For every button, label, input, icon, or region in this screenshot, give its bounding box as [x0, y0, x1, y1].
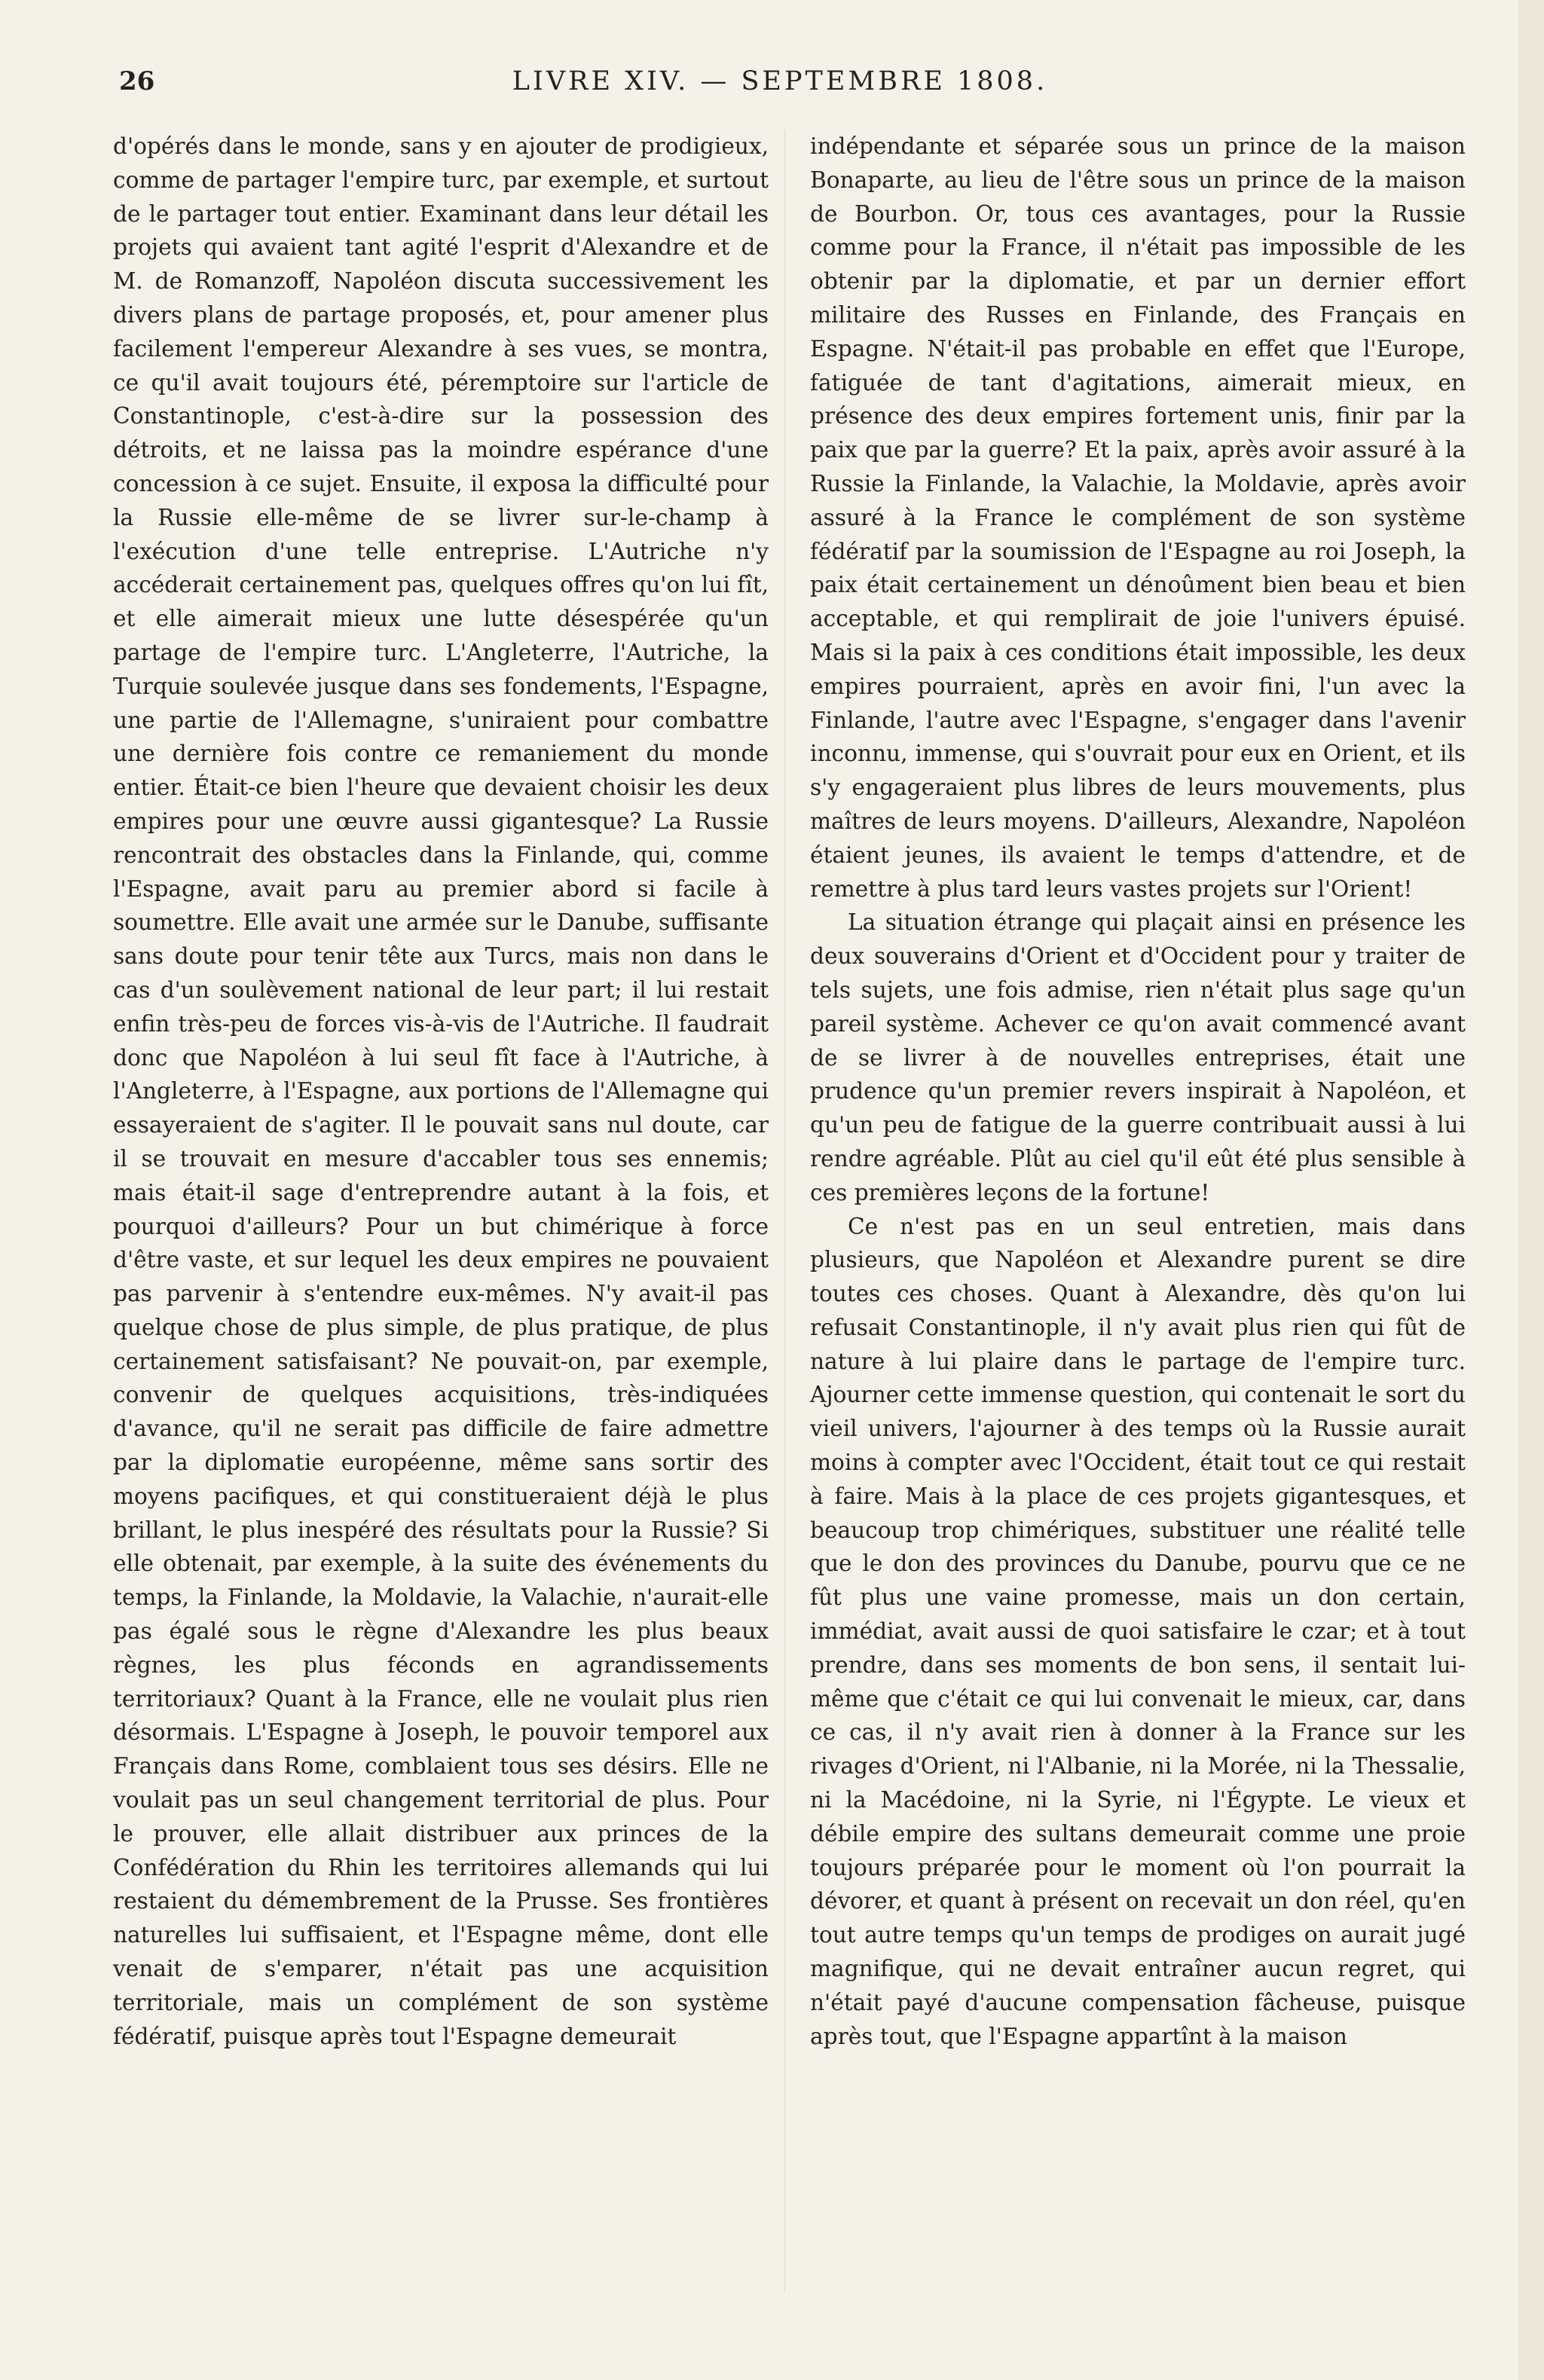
paragraph: Ce n'est pas en un seul entretien, mais dans plusieurs, que Napoléon et Alexandre purent se dire toutes ces choses. Quant à Alexandre, dès qu'on lui refusait Constantinople, il n'y avait plus rien qui fût de nature à lui plaire dans le partage de l'empire turc. Ajourner cette immense question, qui contenait le sort du vieil univers, l'ajourner à des temps où la Russie aurait moins à compter avec l'Occident, était tout ce qui restait à faire. Mais à la place de ces projets gigantesques, et beaucoup trop chimériques, substituer une réalité telle que le don des provinces du Danube, pourvu que ce ne fût plus une vaine promesse, mais un don certain, immédiat, avait aussi de quoi satisfaire le czar; et à tout prendre, dans ses moments de bon sens, il sentait lui-même que c'était ce qui lui convenait le mieux, car, dans ce cas, il n'y avait rien à donner à la France sur les rivages d'Orient, ni l'Albanie, ni la Morée, ni la Thessalie, ni la Macédoine, ni la Syrie, ni l'Égypte. Le vieux et débile empire des sultans demeurait comme une proie toujours préparée pour le moment où l'on pourrait la dévorer, et quant à présent on recevait un don réel, qu'en tout autre temps qu'un temps de prodiges on aurait jugé magnifique, qui ne devait entraîner aucun regret, qui n'était payé d'aucune compensation fâcheuse, puisque après tout, que l'Espagne appartînt à la maison [810, 1213, 1466, 2049]
page-number: 26 [119, 66, 155, 96]
page-header [113, 66, 1447, 104]
paragraph: indépendante et séparée sous un prince de la maison Bonaparte, au lieu de l'être sous un prince de la maison de Bourbon. Or, tous ces avantages, pour la Russie comme pour la France, il n'était pas impossible de les obtenir par la diplomatie, et par un dernier effort militaire des Russes en Finlande, des Français en Espagne. N'était-il pas probable en effet que l'Europe, fatiguée de tant d'agitations, aimerait mieux, en présence des deux empires fortement unis, finir par la paix que par la guerre? Et la paix, après avoir assuré à la Russie la Finlande, la Valachie, la Moldavie, après avoir assuré à la France le complément de son système fédératif par la soumission de l'Espagne au roi Joseph, la paix était certainement un dénoûment bien beau et bien acceptable, et qui remplirait de joie l'univers épuisé. Mais si la paix à ces conditions était impossible, les deux empires pourraient, après en avoir fini, l'un avec la Finlande, l'autre avec l'Espagne, s'engager dans l'avenir inconnu, immense, qui s'ouvrait pour eux en Orient, et ils s'y engageraient plus libres de leurs mouvements, plus maîtres de leurs moyens. D'ailleurs, Alexandre, Napoléon étaient jeunes, ils avaient le temps d'attendre, et de remettre à plus tard leurs vastes projets sur l'Orient! [810, 133, 1466, 902]
right-column [810, 130, 1466, 2053]
paragraph: La situation étrange qui plaçait ainsi en présence les deux souverains d'Orient et d'Occident pour y traiter de tels sujets, une fois admise, rien n'était plus sage qu'un pareil système. Achever ce qu'on avait commencé avant de se livrer à de nouvelles entreprises, était une prudence qu'un premier revers inspirait à Napoléon, et qu'un peu de fatigue de la guerre contribuait aussi à lui rendre agréable. Plût au ciel qu'il eût été plus sensible à ces premières leçons de la fortune! [810, 909, 1466, 1205]
left-column [113, 130, 769, 2053]
paragraph: d'opérés dans le monde, sans y en ajouter de prodigieux, comme de partager l'empire turc, par exemple, et surtout de le partager tout entier. Examinant dans leur détail les projets qui avaient tant agité l'esprit d'Alexandre et de M. de Romanzoff, Napoléon discuta successivement les divers plans de partage proposés, et, pour amener plus facilement l'empereur Alexandre à ses vues, se montra, ce qu'il avait toujours été, péremptoire sur l'article de Constantinople, c'est-à-dire sur la possession des détroits, et ne laissa pas la moindre espérance d'une concession à ce sujet. Ensuite, il exposa la difficulté pour la Russie elle-même de se livrer sur-le-champ à l'exécution d'une telle entreprise. L'Autriche n'y accéderait certainement pas, quelques offres qu'on lui fît, et elle aimerait mieux une lutte désespérée qu'un partage de l'empire turc. L'Angleterre, l'Autriche, la Turquie soulevée jusque dans ses fondements, l'Espagne, une partie de l'Allemagne, s'uniraient pour combattre une dernière fois contre ce remaniement du monde entier. Était-ce bien l'heure que devaient choisir les deux empires pour une œuvre aussi gigantesque? La Russie rencontrait des obstacles dans la Finlande, qui, comme l'Espagne, avait paru au premier abord si facile à soumettre. Elle avait une armée sur le Danube, suffisante sans doute pour tenir tête aux Turcs, mais non dans le cas d'un soulèvement national de leur part; il lui restait enfin très-peu de forces vis-à-vis de l'Autriche. Il faudrait donc que Napoléon à lui seul fît face à l'Autriche, à l'Angleterre, à l'Espagne, aux portions de l'Allemagne qui essayeraient de s'agiter. Il le pouvait sans nul doute, car il se trouvait en mesure d'accabler tous ses ennemis; mais était-il sage d'entreprendre autant à la fois, et pourquoi d'ailleurs? Pour un but chimérique à force d'être vaste, et sur lequel les deux empires ne pouvaient pas parvenir à s'entendre eux-mêmes. N'y avait-il pas quelque chose de plus simple, de plus pratique, de plus certainement satisfaisant? Ne pouvait-on, par exemple, convenir de quelques acquisitions, très-indiquées d'avance, qu'il ne serait pas difficile de faire admettre par la diplomatie européenne, même sans sortir des moyens pacifiques, et qui constitueraient déjà le plus brillant, le plus inespéré des résultats pour la Russie? Si elle obtenait, par exemple, à la suite des événements du temps, la Finlande, la Moldavie, la Valachie, n'aurait-elle pas égalé sous le règne d'Alexandre les plus beaux règnes, les plus féconds en agrandissements territoriaux? Quant à la France, elle ne voulait plus rien désormais. L'Espagne à Joseph, le pouvoir temporel aux Français dans Rome, comblaient tous ses désirs. Elle ne voulait pas un seul changement territorial de plus. Pour le prouver, elle allait distribuer aux princes de la Confédération du Rhin les territoires allemands qui lui restaient du démembrement de la Prusse. Ses frontières naturelles lui suffisaient, et l'Espagne même, dont elle venait de s'emparer, n'était pas une acquisition territoriale, mais un complément de son système fédératif, puisque après tout l'Espagne demeurait [113, 133, 769, 2049]
column-gutter [784, 130, 785, 2292]
running-head: LIVRE XIV. — SEPTEMBRE 1808. [512, 66, 1048, 96]
page-edge [1518, 0, 1544, 2380]
